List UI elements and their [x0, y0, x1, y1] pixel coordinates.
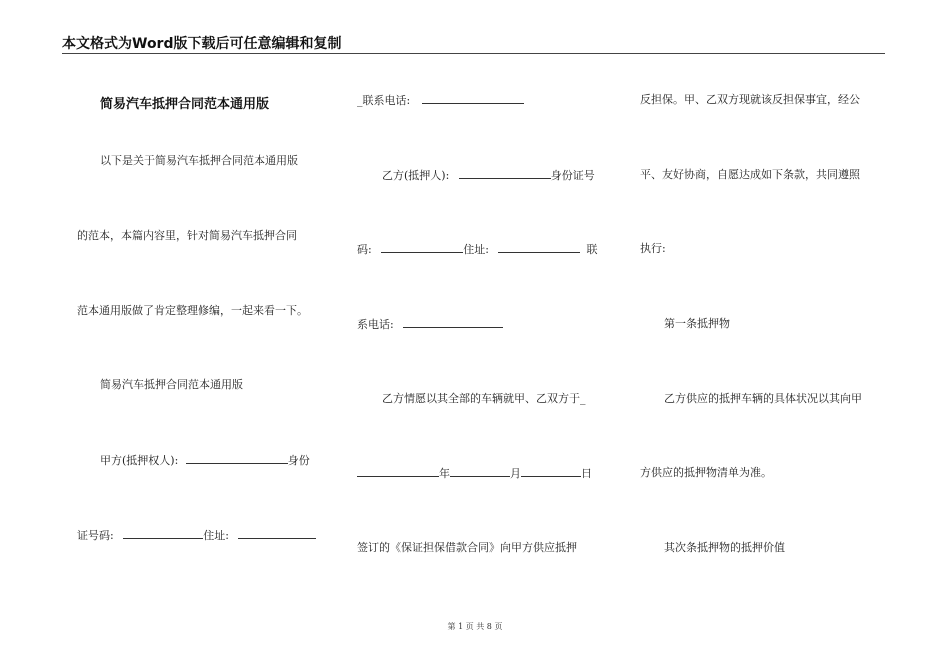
intro-line-1: 以下是关于简易汽车抵押合同范本通用版 — [100, 154, 298, 167]
party-b-phone-field[interactable] — [403, 317, 503, 328]
party-b-label: 乙方(抵押人): — [382, 169, 450, 182]
year-label: 年 — [439, 467, 450, 480]
party-b-contact-line — [357, 317, 503, 332]
col3-line-3: 执行: — [640, 242, 666, 255]
contact-label: _联系电话: — [357, 94, 411, 107]
date-line — [357, 466, 592, 481]
party-b-name-field[interactable] — [459, 168, 551, 179]
party-a-line — [100, 453, 310, 468]
month-label: 月 — [510, 467, 521, 480]
col3-line-6: 方供应的抵押物清单为准。 — [640, 466, 772, 479]
intro-line-2: 的范本，本篇内容里，针对简易汽车抵押合同 — [77, 229, 297, 242]
party-a-id-line — [77, 528, 316, 543]
agreement-line: 乙方情愿以其全部的车辆就甲、乙双方于_ — [382, 392, 586, 405]
party-b-line — [382, 168, 595, 183]
intro-line-3: 范本通用版做了肯定整理修编，一起来看一下。 — [77, 304, 308, 317]
contact-head: 联 — [586, 243, 598, 256]
code-label: 码: — [357, 243, 372, 256]
party-a-phone-field[interactable] — [422, 93, 524, 104]
party-a-address-field[interactable] — [238, 528, 316, 539]
party-b-address-label: 住址: — [463, 243, 489, 256]
party-a-name-field[interactable] — [186, 453, 288, 464]
col3-line-1: 反担保。甲、乙双方现就该反担保事宜，经公 — [640, 93, 860, 106]
party-a-label: 甲方(抵押权人): — [100, 454, 179, 467]
sign-line: 签订的《保证担保借款合同》向甲方供应抵押 — [357, 541, 577, 554]
month-field[interactable] — [450, 466, 510, 477]
party-a-id-tail: 身份 — [287, 454, 310, 467]
party-b-address-field[interactable] — [498, 242, 580, 253]
col3-line-5: 乙方供应的抵押车辆的具体状况以其向甲 — [664, 392, 862, 405]
page-number: 第 1 页 共 8 页 — [447, 622, 503, 631]
party-a-id-field[interactable] — [123, 528, 203, 539]
document-banner: 本文格式为Word版下载后可任意编辑和复制 — [62, 36, 342, 52]
party-b-id-line — [357, 242, 597, 257]
day-field[interactable] — [521, 466, 581, 477]
article-2-heading: 其次条抵押物的抵押价值 — [664, 541, 785, 554]
article-1-heading: 第一条抵押物 — [664, 317, 730, 330]
document-title: 简易汽车抵押合同范本通用版 — [100, 97, 270, 112]
contact-tail-label: 系电话: — [357, 318, 394, 331]
day-label: 日 — [581, 467, 592, 480]
party-b-id-field[interactable] — [381, 242, 463, 253]
year-field[interactable] — [357, 466, 439, 477]
party-b-id-tail: 身份证号 — [550, 169, 595, 182]
col3-line-2: 平、友好协商，自愿达成如下条款，共同遵照 — [640, 168, 860, 181]
id-number-label: 证号码: — [77, 529, 114, 542]
party-a-contact-line — [357, 93, 524, 108]
header-rule — [62, 53, 885, 54]
party-a-address-label: 住址: — [203, 529, 229, 542]
contract-subtitle: 简易汽车抵押合同范本通用版 — [100, 378, 243, 391]
